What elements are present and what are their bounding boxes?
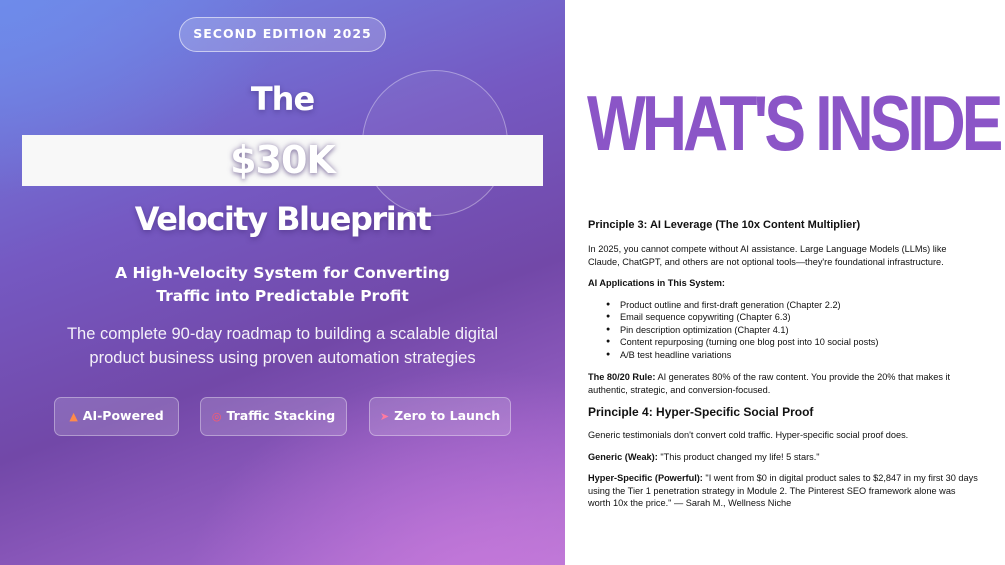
weak-example xyxy=(588,451,993,464)
intro-line-2: Claude, ChatGPT, and others are not optional tools—they're foundational infrastructure. xyxy=(588,256,944,267)
feature-pill-ai-powered xyxy=(54,397,179,436)
strong-text: "I went from $0 in digital product sales to $2,847 in my first 30 days xyxy=(702,473,978,483)
intro-line-1: In 2025, you cannot compete without AI assistance. Large Language Models (LLMs) like xyxy=(588,244,947,254)
principle-3-title: Principle 3: AI Leverage (The 10x Content Multiplier) xyxy=(588,219,861,231)
rocket-icon: ▲ xyxy=(69,410,78,423)
feature-label: AI-Powered xyxy=(82,408,164,423)
principle-3-intro xyxy=(588,243,993,268)
list-item: ● Email sequence copywriting (Chapter 6.3) xyxy=(606,311,993,324)
weak-label: Generic (Weak): xyxy=(588,451,658,462)
subtitle-line-2: Traffic into Predictable Profit xyxy=(156,287,409,305)
inside-page xyxy=(565,0,1005,565)
rule-label: The 80/20 Rule: xyxy=(588,372,656,382)
cover-title-amount: $30K xyxy=(230,138,335,182)
edition-badge: SECOND EDITION 2025 xyxy=(179,17,386,52)
subtitle-line-1: A High-Velocity System for Converting xyxy=(115,264,450,282)
page-heading: WHAT'S INSIDE xyxy=(587,79,1000,167)
applications-title: AI Applications in This System: xyxy=(588,278,725,288)
cover-title-line1: The xyxy=(250,80,315,118)
list-item: ● Content repurposing (turning one blog post into 10 social posts) xyxy=(606,336,993,349)
rule-text-line-2: authentic, strategic, and conversion-focused. xyxy=(588,384,771,395)
target-icon: ◎ xyxy=(211,410,222,423)
strong-text-line-2: using the Tier 1 penetration strategy in Module 2. The Pinterest SEO framework alone was xyxy=(588,485,956,496)
description-line-2: product business using proven automation strategies xyxy=(89,349,476,367)
feature-label: Zero to Launch xyxy=(394,408,501,423)
cover-title-line3: Velocity Blueprint xyxy=(134,200,431,238)
description-line-1: The complete 90-day roadmap to building a scalable digital xyxy=(66,325,499,343)
list-item: ● Product outline and first-draft generation (Chapter 2.2) xyxy=(606,299,993,312)
rule-text: AI generates 80% of the raw content. You provide the 20% that makes it xyxy=(655,372,951,382)
strong-text-line-3: worth 10x the price." — Sarah M., Wellness Niche xyxy=(588,498,792,508)
cover-description xyxy=(0,322,565,370)
list-item: ● A/B test headline variations xyxy=(606,349,993,362)
cover-subtitle xyxy=(0,262,565,308)
feature-pill-zero-to-launch xyxy=(369,397,511,436)
applications-list xyxy=(606,299,993,362)
strong-example xyxy=(588,472,993,510)
principle-4-intro: Generic testimonials don't convert cold traffic. Hyper-specific social proof does. xyxy=(588,430,909,440)
weak-text: "This product changed my life! 5 stars." xyxy=(657,451,820,462)
feature-pill-traffic-stacking xyxy=(200,397,347,436)
strong-label: Hyper-Specific (Powerful): xyxy=(588,473,703,483)
launch-icon: ➤ xyxy=(379,410,390,423)
principle-4-title: Principle 4: Hyper-Specific Social Proof xyxy=(588,405,814,419)
rule-paragraph xyxy=(588,371,993,396)
list-item: ● Pin description optimization (Chapter 4.1) xyxy=(606,324,993,337)
feature-label: Traffic Stacking xyxy=(226,408,336,423)
page-content xyxy=(588,218,993,510)
